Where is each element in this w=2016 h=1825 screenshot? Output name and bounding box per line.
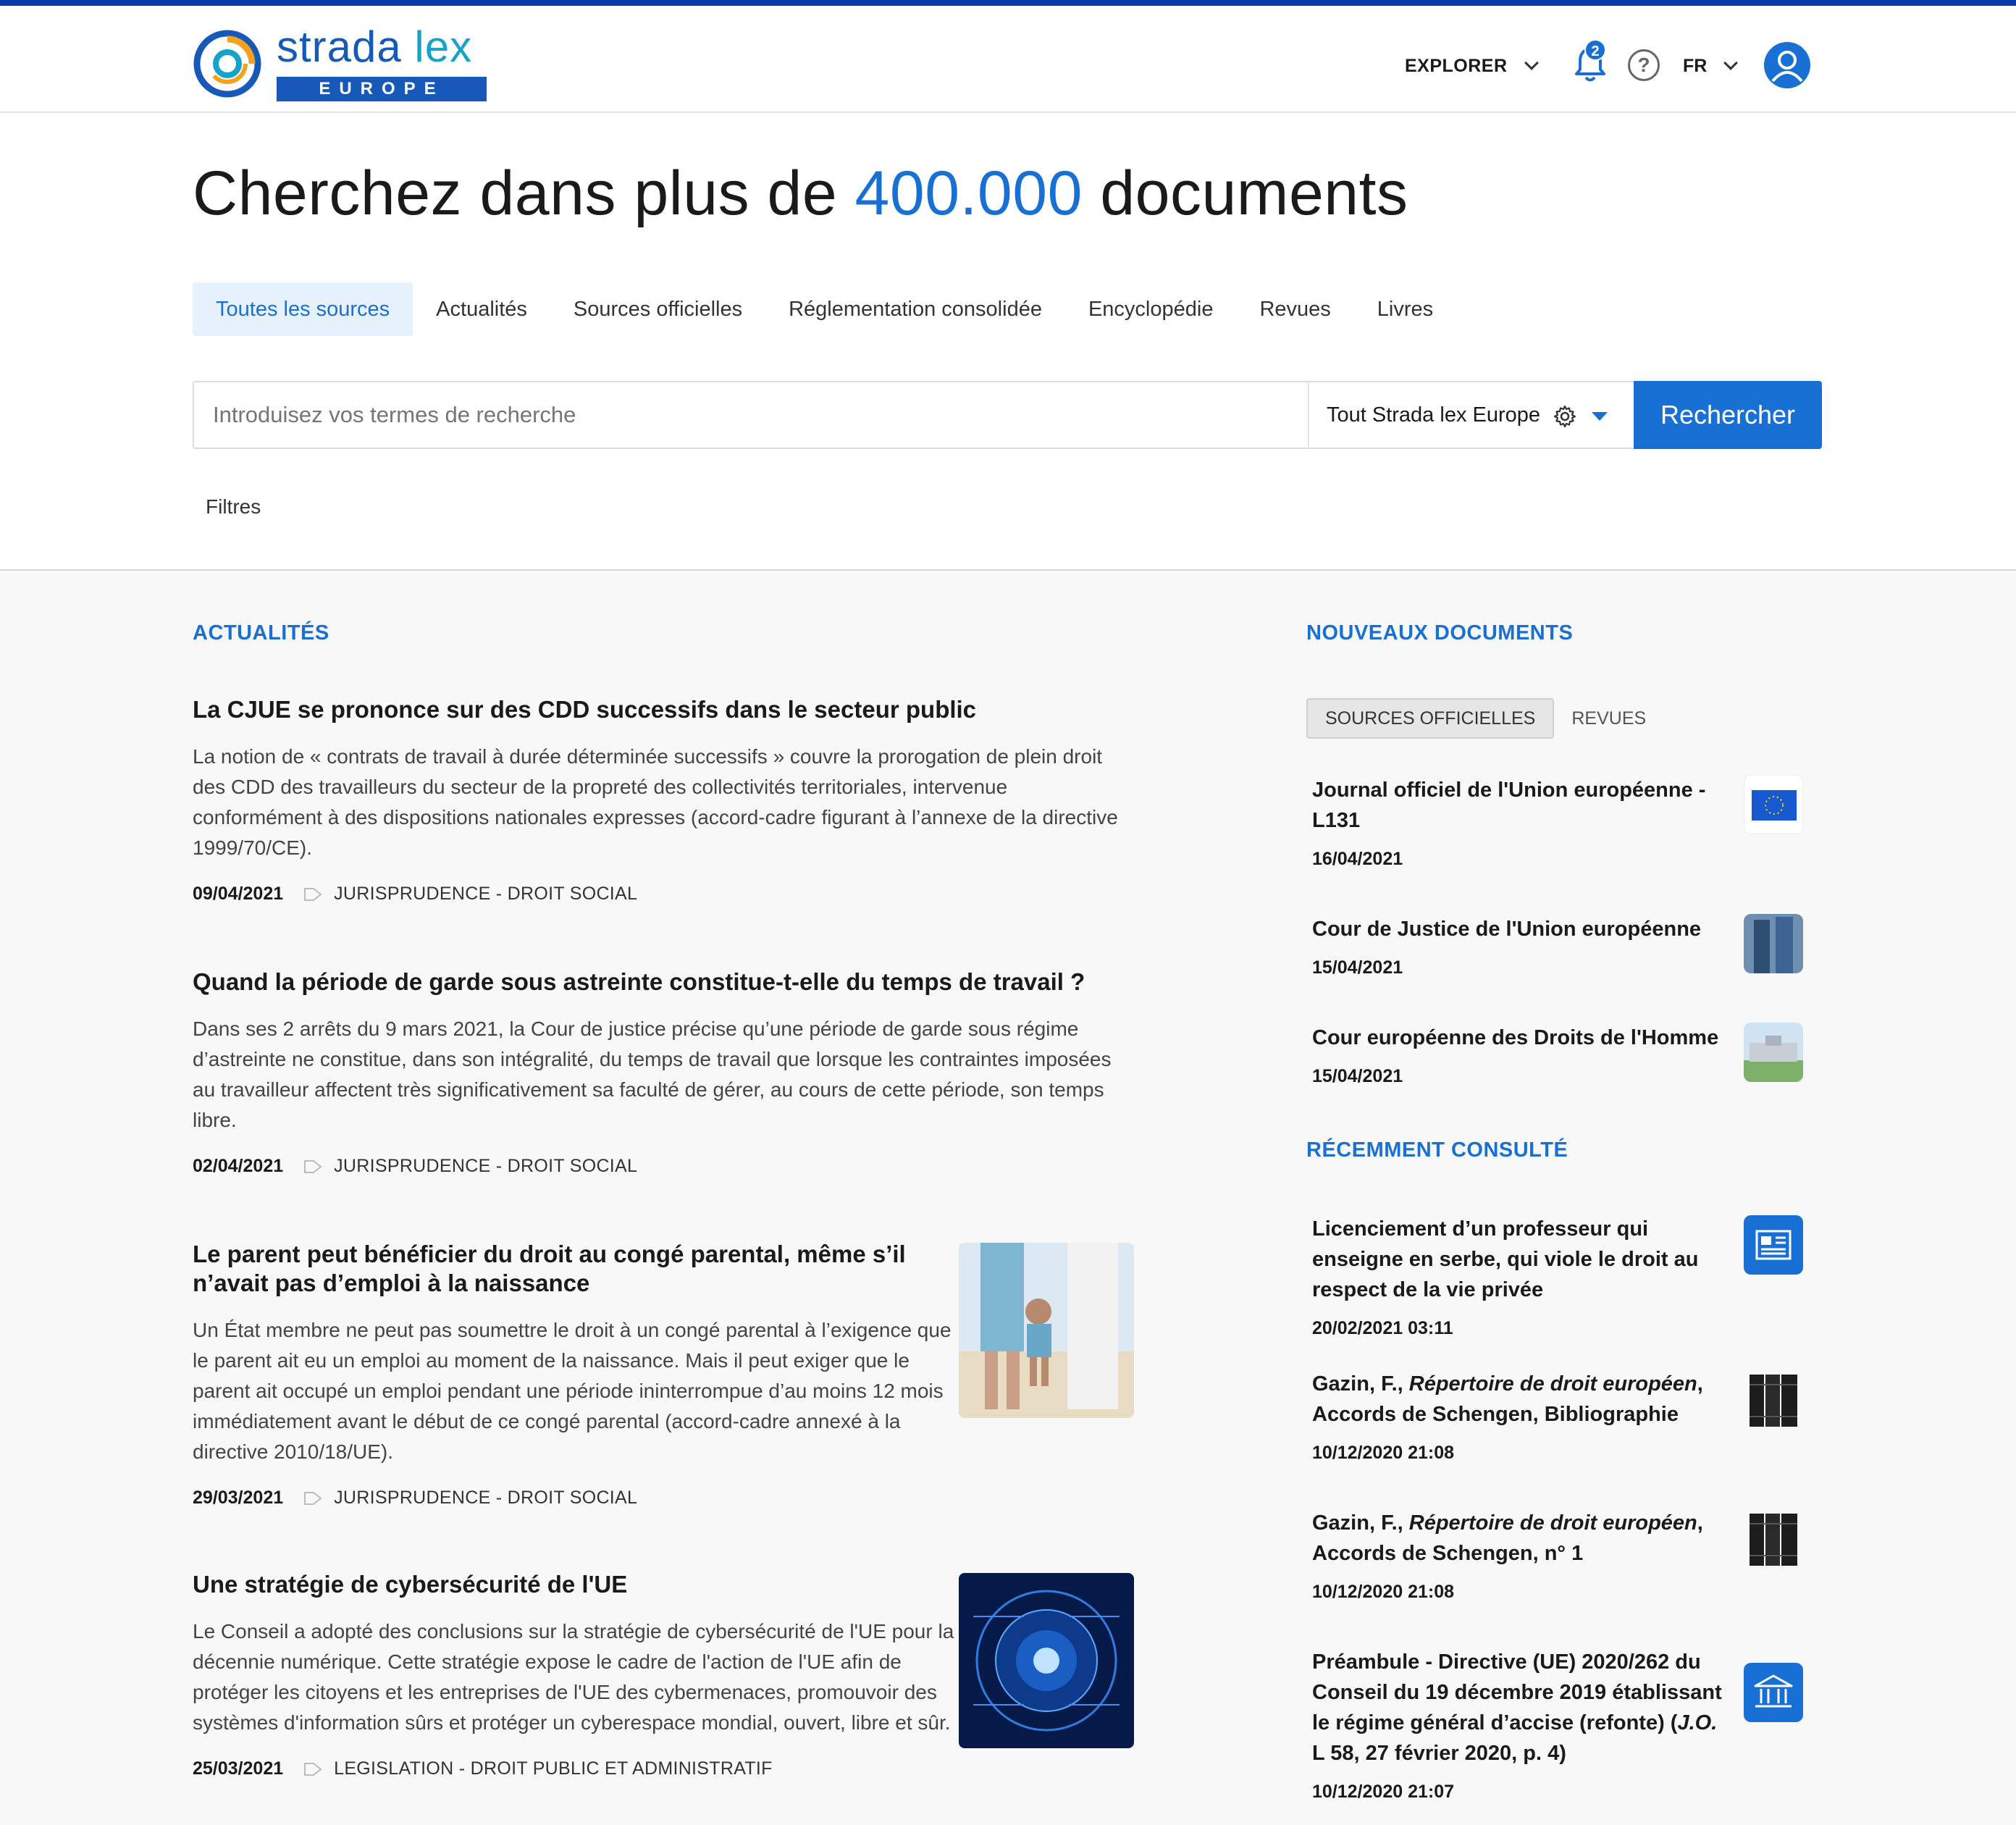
article-category[interactable]: JURISPRUDENCE - DROIT SOCIAL bbox=[334, 884, 638, 904]
tag-icon bbox=[303, 1159, 322, 1175]
user-avatar-icon[interactable] bbox=[1764, 42, 1810, 88]
tab-encyclopedia[interactable]: Encyclopédie bbox=[1088, 298, 1214, 321]
article-date: 02/04/2021 bbox=[193, 1156, 284, 1176]
article-title[interactable]: Quand la période de garde sous astreinte constitue-t-elle du temps de travail ? bbox=[193, 968, 1085, 995]
strada-lex-logo-icon bbox=[193, 29, 262, 98]
article-meta bbox=[193, 1156, 1134, 1177]
tab-journals-docs[interactable]: REVUES bbox=[1571, 708, 1647, 729]
new-document-item[interactable] bbox=[1312, 775, 1732, 870]
news-article bbox=[193, 1240, 960, 1509]
news-heading: ACTUALITÉS bbox=[193, 621, 329, 645]
site-header bbox=[0, 6, 2016, 113]
explorer-label: EXPLORER bbox=[1405, 55, 1508, 76]
article-date: 29/03/2021 bbox=[193, 1488, 284, 1508]
content-area bbox=[0, 569, 2016, 1825]
tag-icon bbox=[303, 1761, 322, 1777]
document-title: Journal officiel de l'Union européenne - L131 bbox=[1312, 779, 1706, 832]
news-article bbox=[193, 968, 1134, 1177]
article-meta bbox=[193, 1758, 960, 1779]
notification-badge: 2 bbox=[1584, 39, 1606, 61]
tag-icon bbox=[303, 1490, 322, 1506]
cjue-towers-icon bbox=[1744, 914, 1803, 973]
new-documents-heading: NOUVEAUX DOCUMENTS bbox=[1306, 621, 1574, 645]
document-date: 20/02/2021 03:11 bbox=[1312, 1318, 1453, 1338]
article-title[interactable]: La CJUE se prononce sur des CDD successifs dans le secteur public bbox=[193, 696, 977, 723]
top-accent-bar bbox=[0, 0, 2016, 6]
caret-down-icon[interactable] bbox=[1592, 412, 1608, 421]
document-date: 10/12/2020 21:08 bbox=[1312, 1582, 1455, 1602]
article-title[interactable]: Une stratégie de cybersécurité de l'UE bbox=[193, 1571, 628, 1598]
echr-building-icon bbox=[1744, 1023, 1803, 1082]
article-category[interactable]: JURISPRUDENCE - DROIT SOCIAL bbox=[334, 1156, 638, 1176]
cybersecurity-image[interactable] bbox=[959, 1573, 1134, 1748]
gear-icon[interactable] bbox=[1553, 404, 1577, 429]
article-summary: Un État membre ne peut pas soumettre le droit à un congé parental à l’exigence que le parent ait eu un emploi au moment de la naissance. Mais il peut exiger que le parent ait occupé un emploi pendant une période ininterrompue d’au moins 12 mois immédiatement avant le début de ce congé parental (accord-cadre annexé à la directive 2010/18/UE). bbox=[193, 1319, 952, 1463]
search-button[interactable]: Rechercher bbox=[1634, 381, 1822, 449]
search-input[interactable] bbox=[213, 382, 1299, 448]
tab-journals[interactable]: Revues bbox=[1259, 298, 1331, 321]
newspaper-icon bbox=[1744, 1215, 1803, 1275]
search-divider bbox=[1308, 382, 1309, 448]
tag-icon bbox=[303, 886, 322, 902]
document-title: Gazin, F., Répertoire de droit européen, Accords de Schengen, n° 1 bbox=[1312, 1511, 1703, 1565]
news-article bbox=[193, 695, 1134, 905]
tab-news[interactable]: Actualités bbox=[436, 298, 527, 321]
article-meta bbox=[193, 884, 1134, 905]
source-tabs bbox=[193, 282, 1456, 336]
tab-consolidated-regulation[interactable]: Réglementation consolidée bbox=[789, 298, 1042, 321]
document-title: Licenciement d’un professeur qui enseigne en serbe, qui viole le droit au respect de la vie privée bbox=[1312, 1217, 1699, 1301]
document-title: Cour européenne des Droits de l'Homme bbox=[1312, 1026, 1719, 1049]
document-date: 10/12/2020 21:07 bbox=[1312, 1782, 1455, 1802]
language-selector[interactable] bbox=[1683, 48, 1736, 84]
article-date: 25/03/2021 bbox=[193, 1758, 284, 1779]
tab-books[interactable]: Livres bbox=[1377, 298, 1434, 321]
filters-toggle[interactable]: Filtres bbox=[206, 495, 261, 518]
news-article bbox=[193, 1570, 960, 1779]
books-icon bbox=[1744, 1370, 1803, 1430]
article-category[interactable]: LEGISLATION - DROIT PUBLIC ET ADMINISTRATIF bbox=[334, 1758, 773, 1779]
explorer-menu[interactable] bbox=[1405, 48, 1537, 84]
chevron-down-icon bbox=[1524, 56, 1539, 70]
article-summary: Le Conseil a adopté des conclusions sur la stratégie de cybersécurité de l'UE pour la décennie numérique. Cette stratégie expose le cadre de l'action de l'UE afin de protéger les citoyens et les entreprises de l'UE des cybermenaces, promouvoir des systèmes d'information sûrs et protéger un cyberespace mondial, ouvert, libre et sûr. bbox=[193, 1620, 954, 1734]
document-date: 15/04/2021 bbox=[1312, 1066, 1403, 1086]
article-summary: Dans ses 2 arrêts du 9 mars 2021, la Cour de justice précise qu’une période de garde sous régime d’astreinte ne constitue, dans son intégralité, du temps de travail que lorsque les contraintes imposées au travailleur affectent très significativement sa faculté de gérer, au cours de cette période, son temps libre. bbox=[193, 1018, 1112, 1131]
search-bar bbox=[193, 381, 1822, 449]
article-category[interactable]: JURISPRUDENCE - DROIT SOCIAL bbox=[334, 1488, 638, 1508]
page-title: Cherchez dans plus de 400.000 documents bbox=[193, 159, 1408, 228]
tab-official-sources[interactable]: Sources officielles bbox=[573, 298, 743, 321]
search-scope-select[interactable]: Tout Strada lex Europe bbox=[1327, 403, 1541, 427]
document-title: Cour de Justice de l'Union européenne bbox=[1312, 918, 1702, 941]
article-summary: La notion de « contrats de travail à durée déterminée successifs » couvre la prorogation de plein droit des CDD des travailleurs du secteur de la propreté des collectivités territoriales, intervenue conformément à des dispositions nationales expresses (accord-cadre figurant à l’annexe de la directive 1999/70/CE). bbox=[193, 745, 1118, 859]
recent-document-item[interactable] bbox=[1312, 1214, 1732, 1339]
tab-all-sources[interactable]: Toutes les sources bbox=[193, 282, 413, 336]
new-document-item[interactable] bbox=[1312, 914, 1732, 978]
document-date: 10/12/2020 21:08 bbox=[1312, 1443, 1455, 1463]
institution-icon bbox=[1744, 1663, 1803, 1722]
article-title[interactable]: Le parent peut bénéficier du droit au congé parental, même s’il n’avait pas d’emploi à la naissance bbox=[193, 1241, 906, 1296]
help-icon[interactable]: ? bbox=[1628, 49, 1660, 81]
recent-document-item[interactable] bbox=[1312, 1369, 1732, 1464]
brand-sub: EUROPE bbox=[277, 77, 487, 101]
chevron-down-icon bbox=[1723, 56, 1738, 70]
document-title: Gazin, F., Répertoire de droit européen, Accords de Schengen, Bibliographie bbox=[1312, 1372, 1703, 1426]
article-meta bbox=[193, 1488, 960, 1509]
parent-child-beach-image[interactable] bbox=[959, 1243, 1134, 1418]
new-documents-tabs bbox=[1306, 698, 1663, 739]
document-date: 15/04/2021 bbox=[1312, 957, 1403, 978]
document-date: 16/04/2021 bbox=[1312, 849, 1403, 869]
recent-document-item[interactable] bbox=[1312, 1508, 1732, 1603]
document-title: Préambule - Directive (UE) 2020/262 du Conseil du 19 décembre 2019 établissant le régime général d’accise (refonte) (J.O. L 58, 27 février 2020, p. 4) bbox=[1312, 1650, 1722, 1765]
recently-viewed-heading: RÉCEMMENT CONSULTÉ bbox=[1306, 1138, 1568, 1162]
books-icon bbox=[1744, 1509, 1803, 1569]
language-label: FR bbox=[1683, 55, 1708, 76]
strada-lex-logo[interactable] bbox=[193, 22, 490, 101]
brand-name: strada lex bbox=[277, 22, 473, 71]
new-document-item[interactable] bbox=[1312, 1023, 1732, 1087]
eu-flag-icon bbox=[1744, 775, 1803, 834]
recent-document-item[interactable] bbox=[1312, 1647, 1732, 1803]
article-date: 09/04/2021 bbox=[193, 884, 284, 904]
tab-official-sources-docs[interactable]: SOURCES OFFICIELLES bbox=[1306, 698, 1554, 739]
